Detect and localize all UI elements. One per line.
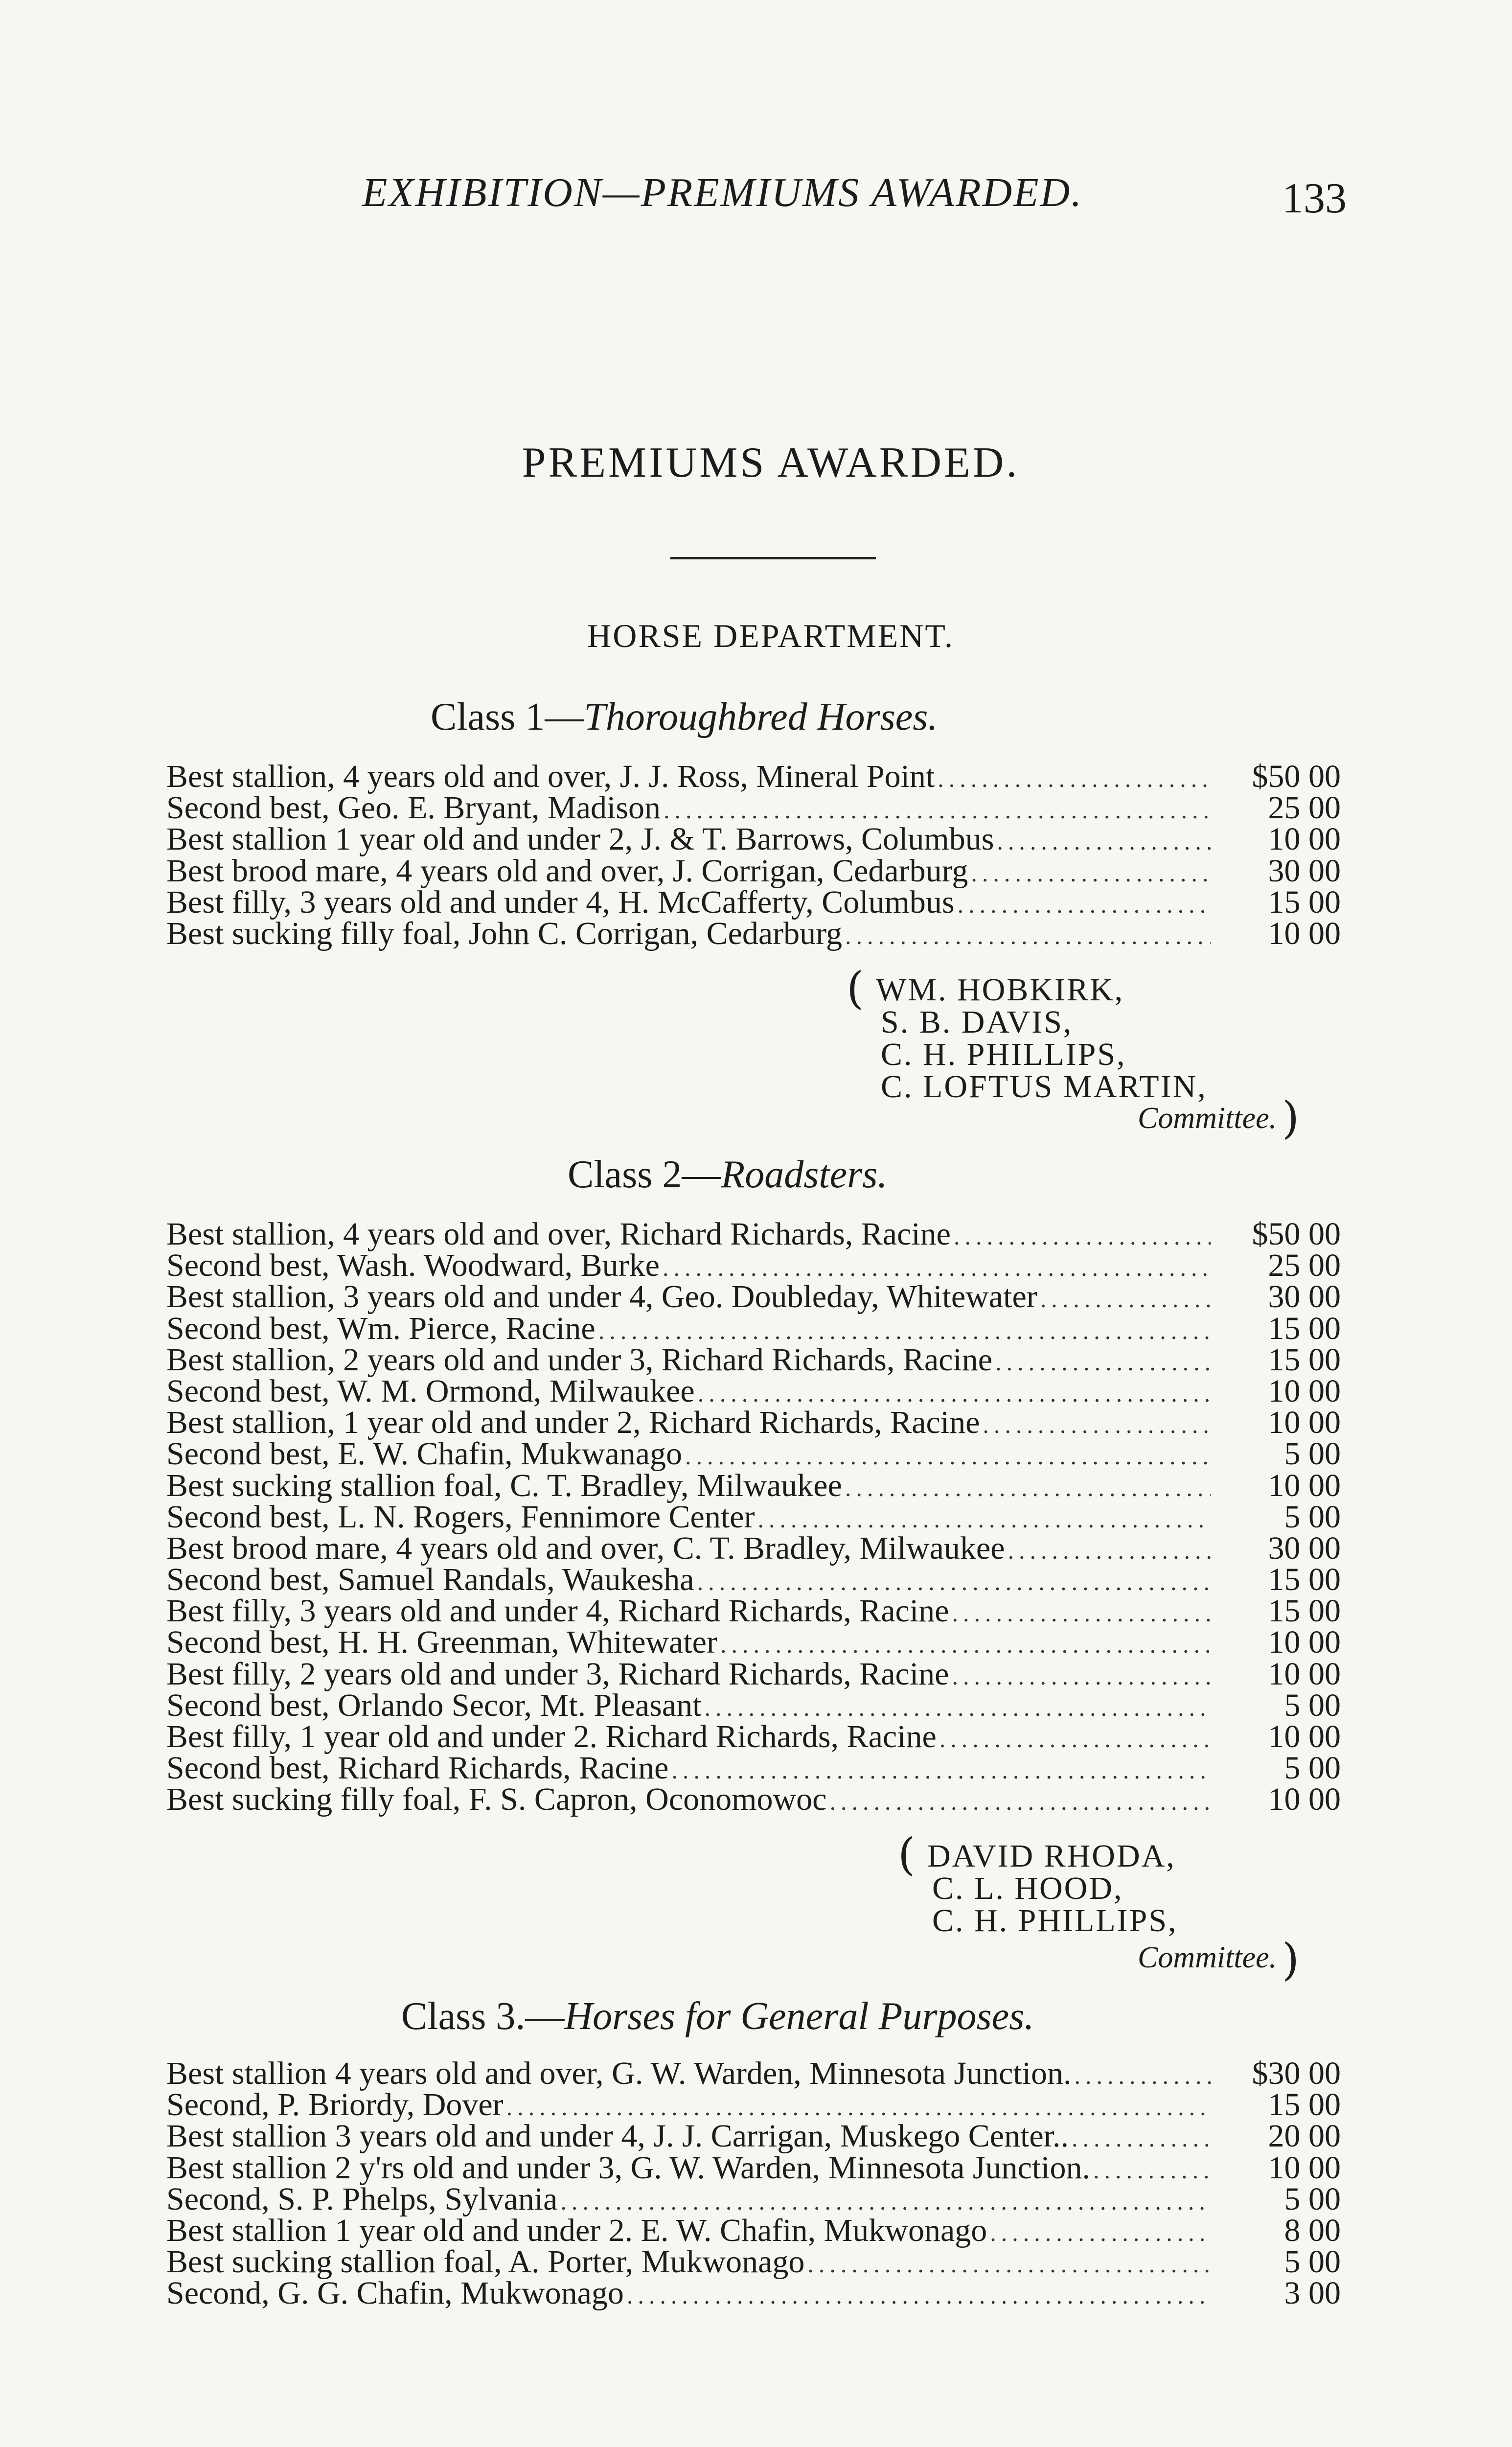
dot-leader — [995, 1346, 1211, 1378]
committee-1-members — [876, 974, 1207, 1103]
committee-1-label: Committee. — [1138, 1102, 1277, 1135]
dot-leader — [958, 889, 1211, 920]
award-entry — [166, 1405, 1341, 1441]
premium-amount: $30 00 — [1252, 2055, 1341, 2091]
award-description: Second best, Geo. E. Bryant, Madison — [166, 790, 661, 826]
class-2-dash: — — [682, 1153, 721, 1196]
award-description: Second best, E. W. Chafin, Mukwanago — [166, 1436, 683, 1472]
award-description: Best filly, 1 year old and under 2. Richard Richards, Racine — [166, 1719, 937, 1754]
award-entry — [166, 1281, 1341, 1313]
award-description: Best stallion 1 year old and under 2. E. W. Chafin, Mukwonago — [166, 2212, 987, 2248]
premium-amount: 30 00 — [1268, 853, 1341, 889]
committee-1-brace-close: ) — [1282, 1092, 1300, 1144]
premium-amount: $50 00 — [1252, 759, 1341, 794]
award-entry — [166, 1530, 1341, 1566]
premium-amount: 5 00 — [1284, 2181, 1341, 2217]
award-description: Second, G. G. Chafin, Mukwonago — [166, 2275, 624, 2311]
award-entry — [166, 761, 1341, 792]
award-description: Best stallion 4 years old and over, G. W. Warden, Minnesota Junction. — [166, 2055, 1072, 2091]
class-3-entries — [166, 2055, 1341, 2311]
dot-leader — [1093, 2154, 1211, 2186]
premium-amount: 5 00 — [1284, 1750, 1341, 1786]
dot-leader — [829, 1786, 1211, 1817]
committee-member: C. H. PHILLIPS, — [932, 1903, 1178, 1939]
class-2-entries — [166, 1216, 1341, 1818]
dot-leader — [1040, 1283, 1211, 1315]
award-description: Best stallion, 3 years old and under 4, Geo. Doubleday, Whitewater — [166, 1279, 1037, 1315]
dot-leader — [954, 1221, 1211, 1252]
dot-leader — [952, 1661, 1211, 1692]
award-entry — [166, 2275, 1341, 2311]
award-description: Best stallion 2 y'rs old and under 3, G. W. Warden, Minnesota Junction. — [166, 2149, 1090, 2186]
committee-2-brace-open: ( — [898, 1829, 916, 1880]
award-description: Best sucking stallion foal, A. Porter, Mukwonago — [166, 2244, 805, 2280]
committee-member: WM. HOBKIRK, — [876, 972, 1124, 1008]
award-entry — [166, 792, 1341, 824]
class-1-heading — [431, 695, 938, 739]
dot-leader — [627, 2280, 1211, 2311]
award-description: Second best, Richard Richards, Racine — [166, 1750, 669, 1786]
dot-leader — [983, 1409, 1211, 1440]
premium-amount: 10 00 — [1268, 1467, 1341, 1503]
award-description: Best filly, 3 years old and under 4, H. McCafferty, Columbus — [166, 884, 955, 920]
award-entry — [166, 1687, 1341, 1723]
award-description: Second, P. Briordy, Dover — [166, 2087, 504, 2123]
dot-leader — [1075, 2060, 1211, 2091]
premium-amount: 25 00 — [1268, 790, 1341, 826]
award-description: Best stallion, 4 years old and over, Richard Richards, Racine — [166, 1216, 951, 1252]
premium-amount: 8 00 — [1284, 2212, 1341, 2248]
class-3-heading — [401, 1994, 1034, 2039]
premium-amount: 10 00 — [1268, 1719, 1341, 1754]
award-description: Best sucking filly foal, F. S. Capron, Oconomowoc — [166, 1781, 827, 1818]
award-entry — [166, 1467, 1341, 1503]
premium-amount: 10 00 — [1268, 1373, 1341, 1409]
award-entry — [166, 1341, 1341, 1378]
committee-member: S. B. DAVIS, — [881, 1004, 1073, 1040]
dot-leader — [807, 2248, 1211, 2280]
dot-leader — [845, 1472, 1211, 1503]
premium-amount: 5 00 — [1284, 1436, 1341, 1472]
award-description: Best stallion 3 years old and under 4, J. J. Carrigan, Muskego Center.. — [166, 2118, 1069, 2154]
premium-amount: 30 00 — [1268, 1530, 1341, 1566]
award-description: Best filly, 3 years old and under 4, Richard Richards, Racine — [166, 1593, 949, 1629]
award-entry — [166, 1247, 1341, 1284]
award-entry — [166, 2246, 1341, 2278]
award-entry — [166, 1501, 1341, 1533]
award-entry — [166, 1373, 1341, 1409]
award-description: Best sucking stallion foal, C. T. Bradley, Milwaukee — [166, 1467, 842, 1503]
dot-leader — [1008, 1535, 1211, 1566]
award-description: Best brood mare, 4 years old and over, J. Corrigan, Cedarburg — [166, 853, 968, 889]
award-description: Second best, Wm. Pierce, Racine — [166, 1310, 596, 1346]
award-entry — [166, 884, 1341, 920]
premium-amount: 15 00 — [1268, 1341, 1341, 1378]
award-description: Best stallion, 4 years old and over, J. J. Ross, Mineral Point — [166, 759, 935, 794]
class-2-name: Roadsters. — [721, 1153, 888, 1196]
premium-amount: $50 00 — [1252, 1216, 1341, 1252]
dot-leader — [939, 1723, 1211, 1754]
award-entry — [166, 1781, 1341, 1818]
premium-amount: 15 00 — [1268, 884, 1341, 920]
award-entry — [166, 1438, 1341, 1470]
department-heading: HORSE DEPARTMENT. — [587, 617, 954, 654]
award-entry — [166, 2149, 1341, 2186]
award-entry — [166, 2089, 1341, 2121]
award-description: Best stallion, 2 years old and under 3, Richard Richards, Racine — [166, 1341, 993, 1378]
committee-1-brace-open: ( — [847, 963, 864, 1014]
award-description: Best brood mare, 4 years old and over, C. T. Bradley, Milwaukee — [166, 1530, 1005, 1566]
premium-amount: 10 00 — [1268, 915, 1341, 951]
premium-amount: 30 00 — [1268, 1279, 1341, 1315]
committee-member: C. LOFTUS MARTIN, — [881, 1069, 1207, 1105]
award-entry — [166, 1216, 1341, 1252]
award-description: Second best, Samuel Randals, Waukesha — [166, 1562, 694, 1598]
award-description: Second best, H. H. Greenman, Whitewater — [166, 1624, 717, 1661]
premium-amount: 20 00 — [1268, 2118, 1341, 2154]
premium-amount: 5 00 — [1284, 1687, 1341, 1723]
committee-member: DAVID RHODA, — [927, 1838, 1176, 1874]
title-rule — [670, 557, 876, 559]
award-description: Second best, L. N. Rogers, Fennimore Center — [166, 1499, 755, 1535]
award-description: Best stallion 1 year old and under 2, J. & T. Barrows, Columbus — [166, 821, 994, 857]
class-3-label: Class 3. — [401, 1995, 526, 2038]
award-description: Second best, W. M. Ormond, Milwaukee — [166, 1373, 695, 1409]
class-1-entries — [166, 761, 1341, 949]
award-entry — [166, 1656, 1341, 1692]
dot-leader — [845, 920, 1211, 951]
dot-leader — [938, 763, 1211, 794]
committee-2-members — [927, 1840, 1178, 1937]
class-1-label: Class 1 — [431, 695, 545, 739]
running-head: EXHIBITION—PREMIUMS AWARDED. — [362, 170, 1083, 215]
premium-amount: 10 00 — [1268, 1405, 1341, 1441]
committee-2-label: Committee. — [1138, 1941, 1277, 1974]
dot-leader — [685, 1440, 1211, 1472]
award-description: Second best, Orlando Secor, Mt. Pleasant — [166, 1687, 702, 1723]
award-entry — [166, 1595, 1341, 1627]
dot-leader — [598, 1315, 1211, 1346]
premium-amount: 10 00 — [1268, 1656, 1341, 1692]
award-entry — [166, 2055, 1341, 2091]
premium-amount: 10 00 — [1268, 1781, 1341, 1818]
class-3-dash: — — [525, 1995, 565, 2038]
award-description: Best filly, 2 years old and under 3, Richard Richards, Racine — [166, 1656, 949, 1692]
class-1-name: Thoroughbred Horses. — [584, 695, 938, 739]
premium-amount: 15 00 — [1268, 1593, 1341, 1629]
award-entry — [166, 1310, 1341, 1346]
award-description: Best stallion, 1 year old and under 2, Richard Richards, Racine — [166, 1405, 980, 1441]
page-title: PREMIUMS AWARDED. — [522, 439, 1020, 486]
dot-leader — [720, 1629, 1211, 1660]
premium-amount: 10 00 — [1268, 2149, 1341, 2186]
premium-amount: 10 00 — [1268, 821, 1341, 857]
dot-leader — [971, 857, 1211, 889]
premium-amount: 3 00 — [1284, 2275, 1341, 2311]
award-entry — [166, 2181, 1341, 2217]
award-description: Best sucking filly foal, John C. Corrigan, Cedarburg — [166, 915, 842, 951]
premium-amount: 15 00 — [1268, 2087, 1341, 2123]
award-entry — [166, 821, 1341, 857]
dot-leader — [997, 826, 1211, 857]
class-2-label: Class 2 — [568, 1153, 682, 1196]
award-entry — [166, 1624, 1341, 1661]
premium-amount: 15 00 — [1268, 1310, 1341, 1346]
dot-leader — [952, 1597, 1211, 1629]
award-description: Second, S. P. Phelps, Sylvania — [166, 2181, 558, 2217]
award-entry — [166, 915, 1341, 951]
award-description: Second best, Wash. Woodward, Burke — [166, 1247, 660, 1284]
premium-amount: 25 00 — [1268, 1247, 1341, 1284]
award-entry — [166, 855, 1341, 887]
premium-amount: 5 00 — [1284, 1499, 1341, 1535]
award-entry — [166, 2118, 1341, 2154]
committee-2-brace-close: ) — [1282, 1934, 1300, 1985]
committee-member: C. L. HOOD, — [932, 1870, 1123, 1906]
premium-amount: 5 00 — [1284, 2244, 1341, 2280]
class-1-dash: — — [545, 695, 584, 739]
dot-leader — [990, 2217, 1211, 2248]
award-entry — [166, 1750, 1341, 1786]
award-entry — [166, 1562, 1341, 1598]
committee-member: C. H. PHILLIPS, — [881, 1037, 1126, 1072]
award-entry — [166, 2212, 1341, 2248]
class-2-heading — [568, 1153, 887, 1197]
page-number: 133 — [1282, 175, 1347, 222]
class-3-name: Horses for General Purposes. — [564, 1995, 1034, 2038]
premium-amount: 10 00 — [1268, 1624, 1341, 1661]
dot-leader — [1072, 2123, 1211, 2154]
premium-amount: 15 00 — [1268, 1562, 1341, 1598]
award-entry — [166, 1721, 1341, 1753]
